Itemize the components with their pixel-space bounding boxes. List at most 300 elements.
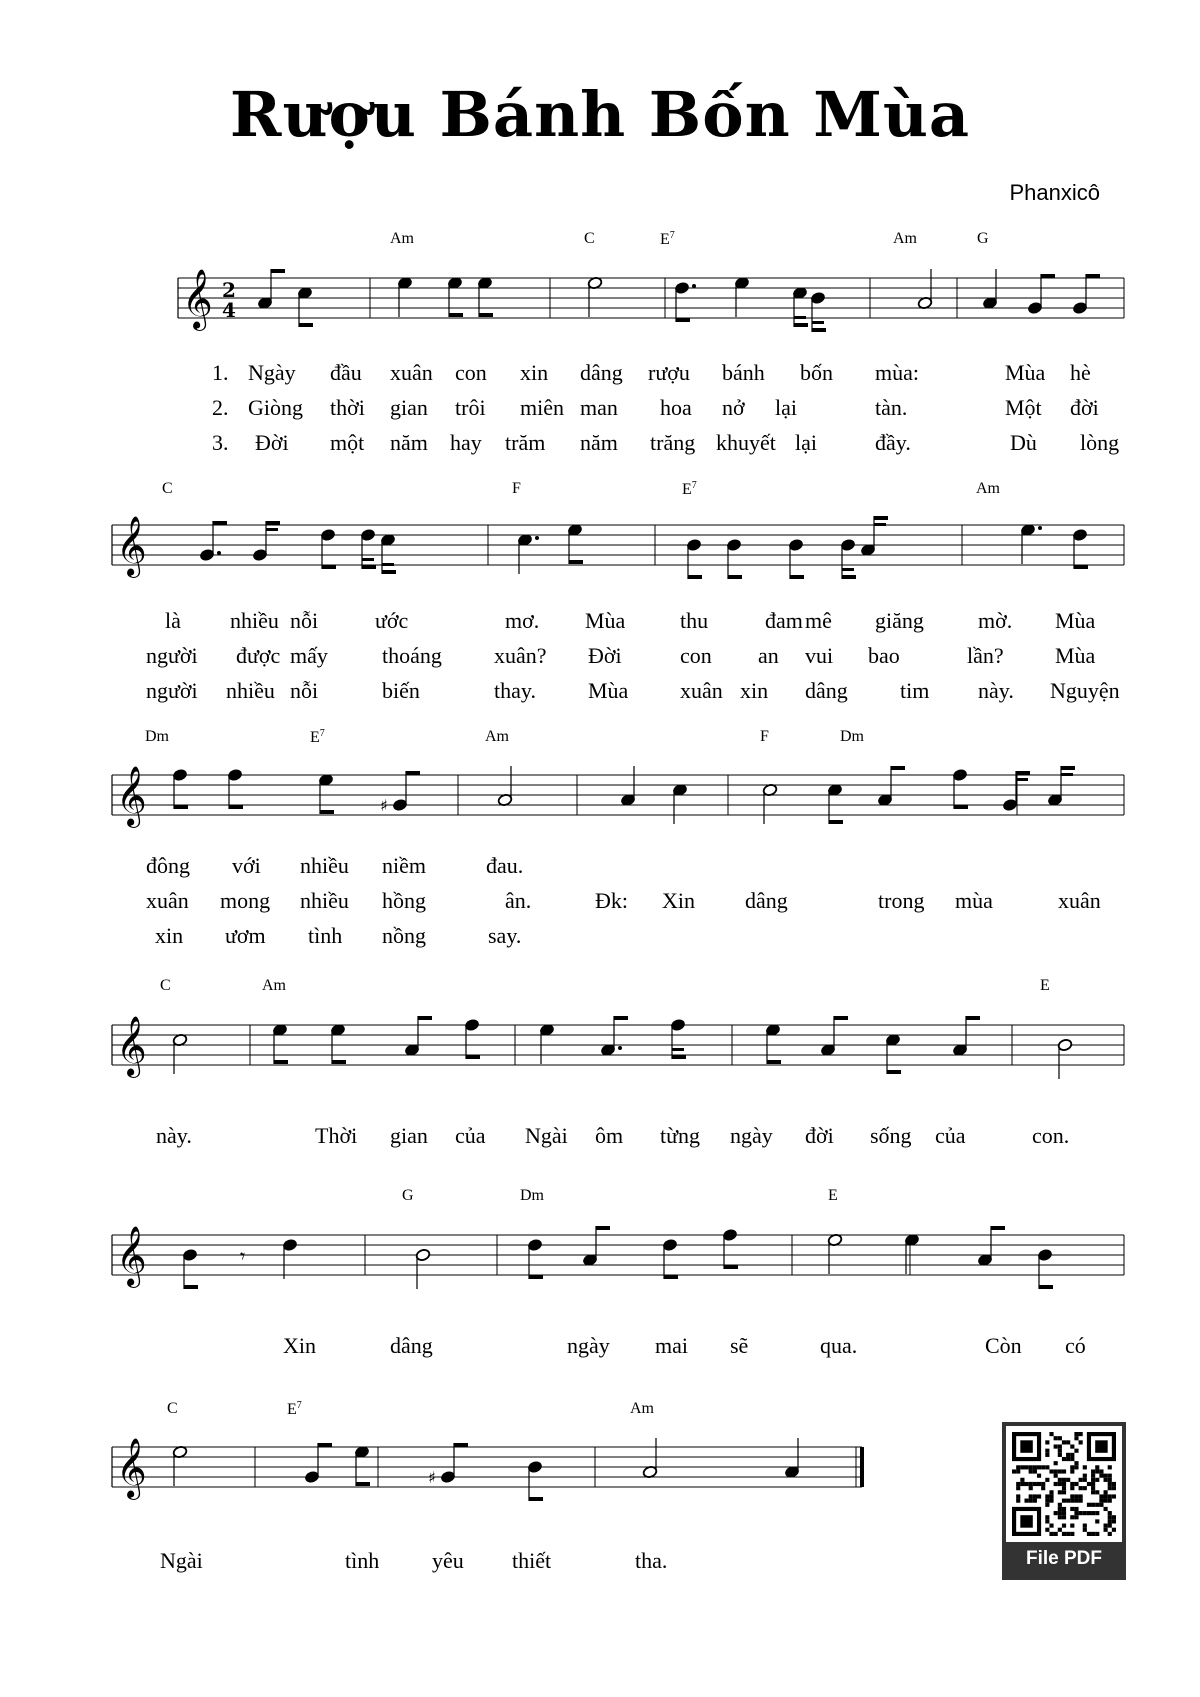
qr-module xyxy=(1045,1449,1049,1453)
qr-module xyxy=(1079,1478,1083,1482)
qr-module xyxy=(1058,1449,1062,1453)
lyric-syllable: một xyxy=(330,430,365,455)
qr-module xyxy=(1112,1482,1116,1486)
chord-name: E xyxy=(660,231,670,248)
lyric-syllable: 2. xyxy=(212,395,229,420)
qr-module xyxy=(1062,1507,1066,1511)
lyric-syllable: này. xyxy=(978,678,1014,703)
lyric-syllable: xin xyxy=(155,923,184,948)
qr-module xyxy=(1104,1528,1108,1532)
chord-name: Dm xyxy=(840,728,864,745)
qr-module xyxy=(1033,1465,1037,1469)
qr-module xyxy=(1062,1499,1066,1503)
qr-module xyxy=(1104,1494,1108,1498)
qr-module xyxy=(1095,1465,1099,1469)
lyric-syllable: Ngài xyxy=(160,1548,203,1573)
qr-module xyxy=(1099,1499,1103,1503)
qr-module xyxy=(1079,1432,1083,1436)
qr-module xyxy=(1091,1511,1095,1515)
lyric-syllable: lại xyxy=(795,430,817,455)
qr-module xyxy=(1074,1436,1078,1440)
qr-module xyxy=(1108,1532,1112,1536)
qr-module xyxy=(1074,1449,1078,1453)
qr-module xyxy=(1041,1482,1045,1486)
lyric-syllable: đầy. xyxy=(875,430,911,455)
qr-module xyxy=(1029,1482,1033,1486)
composer-name: Phanxicô xyxy=(1009,180,1100,205)
lyric-syllable: được xyxy=(236,643,281,668)
qr-module xyxy=(1054,1511,1058,1515)
qr-module xyxy=(1112,1494,1116,1498)
lyric-syllable: niềm xyxy=(382,853,426,878)
lyric-syllable: con xyxy=(455,360,487,385)
lyric-syllable: nỗi xyxy=(290,608,319,633)
qr-module xyxy=(1074,1461,1078,1465)
qr-module xyxy=(1112,1515,1116,1519)
qr-module xyxy=(1108,1482,1112,1486)
qr-module xyxy=(1108,1524,1112,1528)
qr-module xyxy=(1087,1482,1091,1486)
chord-name: Am xyxy=(630,1400,654,1417)
lyric-syllable: nhiều xyxy=(226,678,275,703)
qr-module xyxy=(1054,1469,1058,1473)
qr-module xyxy=(1029,1486,1033,1490)
lyric-syllable: của xyxy=(935,1123,966,1148)
qr-module xyxy=(1070,1469,1074,1473)
lyric-syllable: con. xyxy=(1032,1123,1070,1148)
qr-module xyxy=(1074,1499,1078,1503)
lyric-syllable: Mùa xyxy=(588,678,629,703)
qr-module xyxy=(1016,1465,1020,1469)
qr-module xyxy=(1095,1490,1099,1494)
lyric-syllable: ươm xyxy=(225,923,266,948)
qr-module xyxy=(1058,1515,1062,1519)
chord-superscript: 7 xyxy=(691,480,697,491)
qr-module xyxy=(1099,1474,1103,1478)
qr-module xyxy=(1045,1499,1049,1503)
qr-module xyxy=(1070,1482,1074,1486)
chord-name: E xyxy=(1040,977,1050,994)
lyric-syllable: man xyxy=(580,395,618,420)
qr-module xyxy=(1083,1524,1087,1528)
lyric-syllable: con xyxy=(680,643,712,668)
qr-module xyxy=(1024,1482,1028,1486)
qr-module xyxy=(1112,1519,1116,1523)
lyric-syllable: xuân xyxy=(1058,888,1101,913)
chord-name: E xyxy=(287,1401,297,1418)
qr-module xyxy=(1070,1444,1074,1448)
qr-module xyxy=(1099,1469,1103,1473)
qr-module xyxy=(1058,1528,1062,1532)
qr-module xyxy=(1029,1494,1033,1498)
qr-module xyxy=(1074,1465,1078,1469)
qr-module xyxy=(1045,1519,1049,1523)
lyric-syllable: ngày xyxy=(730,1123,773,1148)
qr-module xyxy=(1054,1436,1058,1440)
qr-label: File PDF xyxy=(1006,1542,1122,1576)
lyric-syllable: ôm xyxy=(595,1123,624,1148)
qr-module xyxy=(1079,1486,1083,1490)
qr-module xyxy=(1070,1465,1074,1469)
lyric-syllable: Ngài xyxy=(525,1123,568,1148)
lyric-syllable: lần? xyxy=(967,643,1004,668)
chord-name: F xyxy=(512,480,521,497)
qr-module xyxy=(1054,1474,1058,1478)
chord-name: G xyxy=(402,1187,414,1204)
lyric-syllable: mê xyxy=(805,608,832,633)
song-title: Rượu Bánh Bốn Mùa xyxy=(229,78,971,151)
qr-module xyxy=(1104,1474,1108,1478)
qr-module xyxy=(1062,1532,1066,1536)
qr-module xyxy=(1016,1499,1020,1503)
lyric-syllable: trôi xyxy=(455,395,486,420)
qr-module xyxy=(1104,1507,1108,1511)
lyric-syllable: Thời xyxy=(315,1123,358,1148)
qr-module xyxy=(1108,1478,1112,1482)
lyric-syllable: đau. xyxy=(486,853,524,878)
qr-module xyxy=(1091,1469,1095,1473)
lyric-syllable: dâng xyxy=(390,1333,433,1358)
qr-module xyxy=(1062,1457,1066,1461)
lyric-syllable: với xyxy=(232,853,261,878)
chord-name: C xyxy=(162,480,173,497)
lyric-syllable: 3. xyxy=(212,430,229,455)
qr-module xyxy=(1108,1499,1112,1503)
lyric-syllable: rượu xyxy=(648,360,690,385)
lyric-syllable: khuyết xyxy=(716,430,776,455)
chord-name: Am xyxy=(976,480,1000,497)
lyric-syllable: biến xyxy=(382,678,420,703)
qr-module xyxy=(1070,1507,1074,1511)
qr-module xyxy=(1062,1478,1066,1482)
lyric-syllable: xuân? xyxy=(494,643,547,668)
lyric-syllable: thiết xyxy=(512,1548,552,1573)
lyric-syllable: đông xyxy=(146,853,190,878)
lyric-syllable: Giòng xyxy=(248,395,303,420)
qr-module xyxy=(1070,1457,1074,1461)
qr-module xyxy=(1108,1465,1112,1469)
lyric-syllable: dâng xyxy=(580,360,623,385)
qr-module xyxy=(1054,1482,1058,1486)
note-beam xyxy=(454,1443,468,1447)
lyric-syllable: nở xyxy=(722,395,745,420)
qr-module xyxy=(1104,1499,1108,1503)
chord-name: Dm xyxy=(145,728,169,745)
qr-module xyxy=(1083,1486,1087,1490)
qr-module xyxy=(1091,1482,1095,1486)
qr-module xyxy=(1095,1469,1099,1473)
lyric-syllable: dâng xyxy=(745,888,788,913)
qr-module xyxy=(1108,1515,1112,1519)
lyric-syllable: này. xyxy=(156,1123,192,1148)
qr-module xyxy=(1049,1532,1053,1536)
lyric-syllable: Đk: xyxy=(595,888,628,913)
note-beam xyxy=(529,1497,543,1501)
chord-name: C xyxy=(584,230,595,247)
qr-module xyxy=(1074,1432,1078,1436)
qr-module xyxy=(1066,1478,1070,1482)
lyric-syllable: người xyxy=(146,678,198,703)
lyric-syllable: mong xyxy=(220,888,271,913)
qr-module xyxy=(1066,1453,1070,1457)
qr-module xyxy=(1016,1494,1020,1498)
qr-module xyxy=(1045,1503,1049,1507)
qr-module xyxy=(1083,1511,1087,1515)
chord-name: E xyxy=(310,729,320,746)
qr-module xyxy=(1020,1465,1024,1469)
lyric-syllable: dâng xyxy=(805,678,848,703)
chord-name: E xyxy=(828,1187,838,1204)
qr-module xyxy=(1083,1465,1087,1469)
lyric-syllable: có xyxy=(1065,1333,1086,1358)
qr-module xyxy=(1074,1482,1078,1486)
qr-module xyxy=(1058,1453,1062,1457)
qr-module xyxy=(1045,1515,1049,1519)
qr-module xyxy=(1049,1469,1053,1473)
qr-module xyxy=(1045,1478,1049,1482)
qr-module xyxy=(1012,1469,1016,1473)
qr-module xyxy=(1091,1503,1095,1507)
lyric-syllable: nồng xyxy=(382,923,426,948)
qr-module xyxy=(1058,1482,1062,1486)
qr-module xyxy=(1041,1486,1045,1490)
qr-module xyxy=(1099,1494,1103,1498)
lyric-syllable: hồng xyxy=(382,888,426,913)
qr-module xyxy=(1037,1494,1041,1498)
qr-module xyxy=(1108,1519,1112,1523)
qr-module xyxy=(1095,1478,1099,1482)
lyric-syllable: hay xyxy=(450,430,482,455)
lyric-syllable: ân. xyxy=(505,888,532,913)
qr-module xyxy=(1058,1444,1062,1448)
lyric-syllable: thu xyxy=(680,608,709,633)
lyric-syllable: gian xyxy=(390,395,428,420)
lyric-syllable: thay. xyxy=(494,678,536,703)
qr-module xyxy=(1066,1499,1070,1503)
qr-module xyxy=(1112,1528,1116,1532)
lyric-syllable: năm xyxy=(580,430,618,455)
qr-module xyxy=(1029,1465,1033,1469)
lyric-syllable: ngày xyxy=(567,1333,610,1358)
qr-module xyxy=(1033,1494,1037,1498)
lyric-syllable: đầu xyxy=(330,360,362,385)
lyric-syllable: Còn xyxy=(985,1333,1022,1358)
treble-clef-icon: 𝄞 xyxy=(116,766,147,826)
qr-module xyxy=(1045,1440,1049,1444)
qr-module xyxy=(1066,1457,1070,1461)
lyric-syllable: Mùa xyxy=(1005,360,1046,385)
chord-name: Am xyxy=(485,728,509,745)
chord-symbol xyxy=(630,1400,654,1418)
treble-clef-icon: 𝄞 xyxy=(116,1016,147,1076)
qr-module xyxy=(1020,1482,1024,1486)
chord-superscript: 7 xyxy=(669,230,675,241)
qr-module xyxy=(1054,1532,1058,1536)
lyric-syllable: Đời xyxy=(588,643,622,668)
eighth-rest-icon: 𝄾 xyxy=(240,1244,246,1268)
qr-module xyxy=(1091,1486,1095,1490)
qr-module xyxy=(1083,1474,1087,1478)
qr-module xyxy=(1024,1499,1028,1503)
qr-module xyxy=(1062,1490,1066,1494)
lyric-syllable: năm xyxy=(390,430,428,455)
qr-module xyxy=(1029,1499,1033,1503)
qr-module xyxy=(1108,1486,1112,1490)
qr-module xyxy=(1045,1528,1049,1532)
lyric-syllable: Ngày xyxy=(248,360,296,385)
qr-module xyxy=(1058,1490,1062,1494)
lyric-syllable: nhiều xyxy=(300,853,349,878)
qr-module xyxy=(1049,1499,1053,1503)
note-beam xyxy=(318,1443,332,1447)
qr-module xyxy=(1037,1474,1041,1478)
qr-module xyxy=(1020,1478,1024,1482)
qr-module xyxy=(1058,1478,1062,1482)
lyric-syllable: đời xyxy=(1070,395,1099,420)
lyric-syllable: giăng xyxy=(875,608,924,633)
lyric-syllable: mấy xyxy=(290,643,328,668)
lyric-syllable: nhiều xyxy=(300,888,349,913)
lyric-syllable: hoa xyxy=(660,395,692,420)
chord-name: C xyxy=(167,1400,178,1417)
qr-module xyxy=(1112,1486,1116,1490)
lyric-syllable: 1. xyxy=(212,360,229,385)
qr-module xyxy=(1058,1503,1062,1507)
lyric-syllable: lại xyxy=(775,395,797,420)
qr-module xyxy=(1016,1482,1020,1486)
chord-symbol xyxy=(167,1400,178,1418)
qr-module xyxy=(1037,1482,1041,1486)
lyric-syllable: Xin xyxy=(283,1333,316,1358)
lyric-syllable: qua. xyxy=(820,1333,858,1358)
qr-module xyxy=(1074,1515,1078,1519)
lyric-syllable: Dù xyxy=(1010,430,1037,455)
qr-module xyxy=(1062,1469,1066,1473)
qr-module xyxy=(1062,1524,1066,1528)
lyric-syllable: nhiều xyxy=(230,608,279,633)
lyric-syllable: bánh xyxy=(722,360,765,385)
qr-module xyxy=(1108,1494,1112,1498)
lyric-syllable: mờ. xyxy=(978,608,1013,633)
qr-module xyxy=(1104,1524,1108,1528)
qr-module xyxy=(1091,1478,1095,1482)
qr-module xyxy=(1087,1511,1091,1515)
lyric-syllable: xin xyxy=(740,678,769,703)
sharp-icon: ♯ xyxy=(380,796,388,815)
chord-name: C xyxy=(160,977,171,994)
qr-module xyxy=(1016,1486,1020,1490)
qr-module xyxy=(1095,1519,1099,1523)
lyric-syllable: tàn. xyxy=(875,395,908,420)
qr-module xyxy=(1087,1532,1091,1536)
lyric-syllable: hè xyxy=(1070,360,1091,385)
lyric-syllable: sống xyxy=(870,1123,912,1148)
qr-finder xyxy=(1095,1440,1107,1452)
chord-symbol xyxy=(287,1400,302,1419)
qr-module xyxy=(1058,1436,1062,1440)
lyric-syllable: đam xyxy=(765,608,803,633)
qr-module xyxy=(1074,1494,1078,1498)
qr-module xyxy=(1054,1461,1058,1465)
lyric-syllable: trong xyxy=(878,888,925,913)
qr-module xyxy=(1070,1494,1074,1498)
qr-module xyxy=(1066,1440,1070,1444)
lyric-syllable: mùa: xyxy=(875,360,919,385)
qr-module xyxy=(1049,1490,1053,1494)
lyric-syllable: miên xyxy=(520,395,564,420)
qr-module xyxy=(1024,1465,1028,1469)
qr-module xyxy=(1066,1532,1070,1536)
qr-module xyxy=(1033,1469,1037,1473)
qr-module xyxy=(1033,1482,1037,1486)
qr-module xyxy=(1058,1507,1062,1511)
qr-module xyxy=(1079,1494,1083,1498)
lyric-syllable: mùa xyxy=(955,888,993,913)
lyric-syllable: người xyxy=(146,643,198,668)
qr-module xyxy=(1049,1524,1053,1528)
lyric-syllable: thoáng xyxy=(382,643,442,668)
note-beam xyxy=(356,1482,370,1486)
treble-clef-icon: 𝄞 xyxy=(116,516,147,576)
qr-module xyxy=(1079,1499,1083,1503)
lyric-syllable: say. xyxy=(488,923,522,948)
lyric-syllable: bốn xyxy=(800,360,833,385)
qr-module xyxy=(1070,1486,1074,1490)
lyric-syllable: Một xyxy=(1005,395,1042,420)
lyric-syllable: nỗi xyxy=(290,678,319,703)
qr-module xyxy=(1045,1453,1049,1457)
qr-module xyxy=(1091,1532,1095,1536)
chord-name: E xyxy=(682,481,692,498)
lyric-syllable: Mùa xyxy=(1055,643,1096,668)
qr-module xyxy=(1108,1474,1112,1478)
sharp-icon: ♯ xyxy=(428,1468,436,1487)
chord-name: Am xyxy=(390,230,414,247)
qr-module xyxy=(1058,1511,1062,1515)
qr-module xyxy=(1058,1469,1062,1473)
lyric-syllable: trăng xyxy=(650,430,696,455)
lyric-syllable: mơ. xyxy=(505,608,540,633)
qr-module xyxy=(1070,1453,1074,1457)
qr-module xyxy=(1083,1528,1087,1532)
qr-module xyxy=(1074,1511,1078,1515)
lyric-syllable: Mùa xyxy=(585,608,626,633)
lyric-syllable: của xyxy=(455,1123,486,1148)
lyric-syllable: là xyxy=(165,608,181,633)
lyric-syllable: từng xyxy=(660,1123,701,1148)
lyric-syllable: xin xyxy=(520,360,549,385)
lyric-syllable: trăm xyxy=(505,430,546,455)
qr-code-icon xyxy=(1012,1432,1116,1536)
qr-module xyxy=(1095,1532,1099,1536)
chord-name: F xyxy=(760,728,769,745)
lyric-syllable: tình xyxy=(308,923,343,948)
lyric-syllable: thời xyxy=(330,395,365,420)
qr-module xyxy=(1062,1440,1066,1444)
qr-module xyxy=(1070,1532,1074,1536)
qr-code-badge[interactable] xyxy=(1002,1422,1126,1580)
lyric-syllable: ước xyxy=(375,608,409,633)
qr-module xyxy=(1045,1494,1049,1498)
qr-module xyxy=(1062,1515,1066,1519)
qr-finder xyxy=(1020,1515,1032,1527)
chord-name: G xyxy=(977,230,989,247)
qr-module xyxy=(1029,1469,1033,1473)
qr-module xyxy=(1049,1494,1053,1498)
qr-module xyxy=(1070,1524,1074,1528)
qr-module xyxy=(1041,1465,1045,1469)
qr-module xyxy=(1104,1478,1108,1482)
